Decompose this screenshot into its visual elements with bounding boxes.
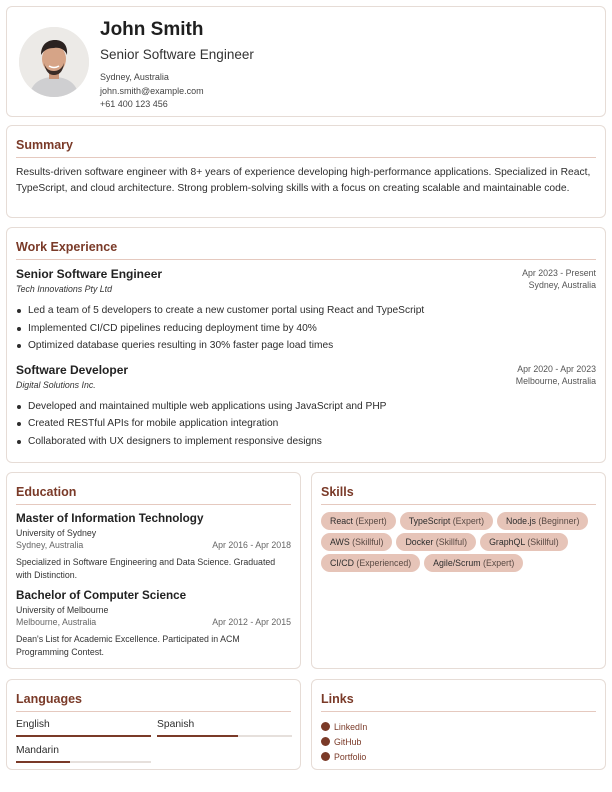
skill-pill bbox=[424, 554, 523, 572]
language-name: English bbox=[16, 719, 50, 730]
language-level-fill bbox=[157, 735, 238, 737]
skill-pill bbox=[497, 512, 588, 530]
list-item: Led a team of 5 developers to create a new customer portal using React and TypeScript bbox=[16, 302, 596, 320]
skill-name: React bbox=[330, 516, 353, 526]
avatar bbox=[19, 27, 89, 97]
contact-location: Sydney, Australia bbox=[100, 72, 169, 82]
school-location: Sydney, Australia bbox=[16, 540, 84, 550]
work-experience-section bbox=[6, 227, 606, 463]
section-heading: Links bbox=[321, 692, 596, 712]
section-heading: Summary bbox=[16, 138, 596, 158]
summary-section bbox=[6, 125, 606, 218]
education-description: Specialized in Software Engineering and Data Science. Graduated with Distinction. bbox=[16, 557, 276, 580]
link-bullet-icon bbox=[321, 722, 330, 731]
skill-level: (Skillful) bbox=[352, 537, 384, 547]
section-heading: Skills bbox=[321, 485, 596, 505]
job-entry bbox=[16, 267, 596, 355]
skill-level: (Skillful) bbox=[435, 537, 468, 547]
skill-pill bbox=[321, 512, 396, 530]
education-description: Dean's List for Academic Excellence. Participated in ACM Programming Contest. bbox=[16, 634, 240, 657]
education-dates: Apr 2012 - Apr 2015 bbox=[212, 617, 291, 627]
contact-phone[interactable]: +61 400 123 456 bbox=[100, 99, 168, 109]
skill-pill bbox=[321, 533, 392, 551]
skill-pill bbox=[400, 512, 493, 530]
job-dates: Apr 2020 - Apr 2023 bbox=[517, 363, 596, 374]
link-label[interactable]: Portfolio bbox=[334, 751, 367, 762]
skills-section bbox=[311, 472, 606, 669]
company-name: Tech Innovations Pty Ltd bbox=[16, 284, 113, 294]
skill-name: Agile/Scrum bbox=[433, 558, 481, 568]
language-level-bar bbox=[16, 735, 151, 737]
language-level-fill bbox=[16, 735, 151, 737]
section-heading: Education bbox=[16, 485, 291, 505]
job-title: Senior Software Engineer bbox=[16, 267, 163, 281]
link-bullet-icon bbox=[321, 752, 330, 761]
language-level-bar bbox=[16, 761, 151, 763]
skill-level: (Expert) bbox=[355, 516, 387, 526]
link-github[interactable] bbox=[321, 734, 596, 749]
list-item: Collaborated with UX designers to implement responsive designs bbox=[16, 433, 596, 451]
language-entry bbox=[16, 719, 151, 737]
degree-title: Master of Information Technology bbox=[16, 512, 204, 525]
company-name: Digital Solutions Inc. bbox=[16, 379, 96, 390]
list-item: Optimized database queries resulting in 30% faster page load times bbox=[16, 337, 596, 355]
list-item: Implemented CI/CD pipelines reducing deployment time by 40% bbox=[16, 320, 596, 338]
profile-header bbox=[6, 6, 606, 117]
education-entry bbox=[16, 512, 291, 581]
skill-level: (Skillful) bbox=[527, 537, 559, 547]
education-section bbox=[6, 472, 301, 669]
languages-section bbox=[6, 679, 301, 770]
skill-level: (Beginner) bbox=[538, 516, 580, 526]
link-label[interactable]: GitHub bbox=[334, 736, 362, 747]
profile-photo bbox=[19, 27, 89, 97]
language-name: Mandarin bbox=[16, 745, 59, 756]
skill-level: (Expert) bbox=[483, 558, 515, 568]
language-level-fill bbox=[16, 761, 70, 763]
job-dates: Apr 2023 - Present bbox=[522, 268, 596, 278]
link-label[interactable]: LinkedIn bbox=[334, 721, 368, 732]
school-name: University of Sydney bbox=[16, 528, 97, 538]
skill-name: CI/CD bbox=[330, 558, 354, 568]
job-title: Software Developer bbox=[16, 362, 129, 377]
contact-email[interactable]: john.smith@example.com bbox=[100, 85, 204, 96]
skill-pill bbox=[480, 533, 568, 551]
link-portfolio[interactable] bbox=[321, 749, 596, 764]
headline-title: Senior Software Engineer bbox=[100, 47, 254, 62]
skill-pill bbox=[321, 554, 420, 572]
skill-pills bbox=[321, 512, 596, 572]
language-level-bar bbox=[157, 735, 292, 737]
language-name: Spanish bbox=[157, 719, 195, 730]
job-bullets bbox=[16, 398, 596, 451]
section-heading: Work Experience bbox=[16, 240, 596, 260]
skill-level: (Experienced) bbox=[356, 558, 412, 568]
list-item: Developed and maintained multiple web applications using JavaScript and PHP bbox=[16, 398, 596, 416]
school-name: University of Melbourne bbox=[16, 605, 109, 615]
job-bullets bbox=[16, 302, 596, 355]
summary-text: Results-driven software engineer with 8+ years of experience developing high-performance applications. Specialized in React, TypeScript, and cloud architecture. Strong problem-solving skills with a focus on creating scalable and maintainable code. bbox=[16, 167, 591, 194]
language-entry bbox=[157, 719, 292, 737]
section-heading: Languages bbox=[16, 692, 291, 712]
full-name: John Smith bbox=[100, 19, 204, 40]
skill-name: Node.js bbox=[506, 516, 536, 526]
link-bullet-icon bbox=[321, 737, 330, 746]
education-entry bbox=[16, 589, 291, 658]
skill-name: AWS bbox=[330, 537, 350, 547]
education-dates: Apr 2016 - Apr 2018 bbox=[212, 540, 291, 550]
list-item: Created RESTful APIs for mobile application integration bbox=[16, 415, 596, 433]
link-linkedin[interactable] bbox=[321, 719, 596, 734]
skill-level: (Expert) bbox=[452, 516, 485, 526]
job-entry bbox=[16, 363, 596, 451]
language-entry bbox=[16, 745, 151, 763]
skill-pill bbox=[396, 533, 476, 551]
skill-name: TypeScript bbox=[408, 516, 451, 526]
links-section bbox=[311, 679, 606, 770]
job-location: Sydney, Australia bbox=[528, 280, 596, 290]
school-location: Melbourne, Australia bbox=[16, 617, 97, 627]
job-location: Melbourne, Australia bbox=[515, 375, 596, 386]
skill-name: GraphQL bbox=[489, 537, 525, 547]
skill-name: Docker bbox=[405, 537, 434, 547]
degree-title: Bachelor of Computer Science bbox=[16, 589, 187, 602]
